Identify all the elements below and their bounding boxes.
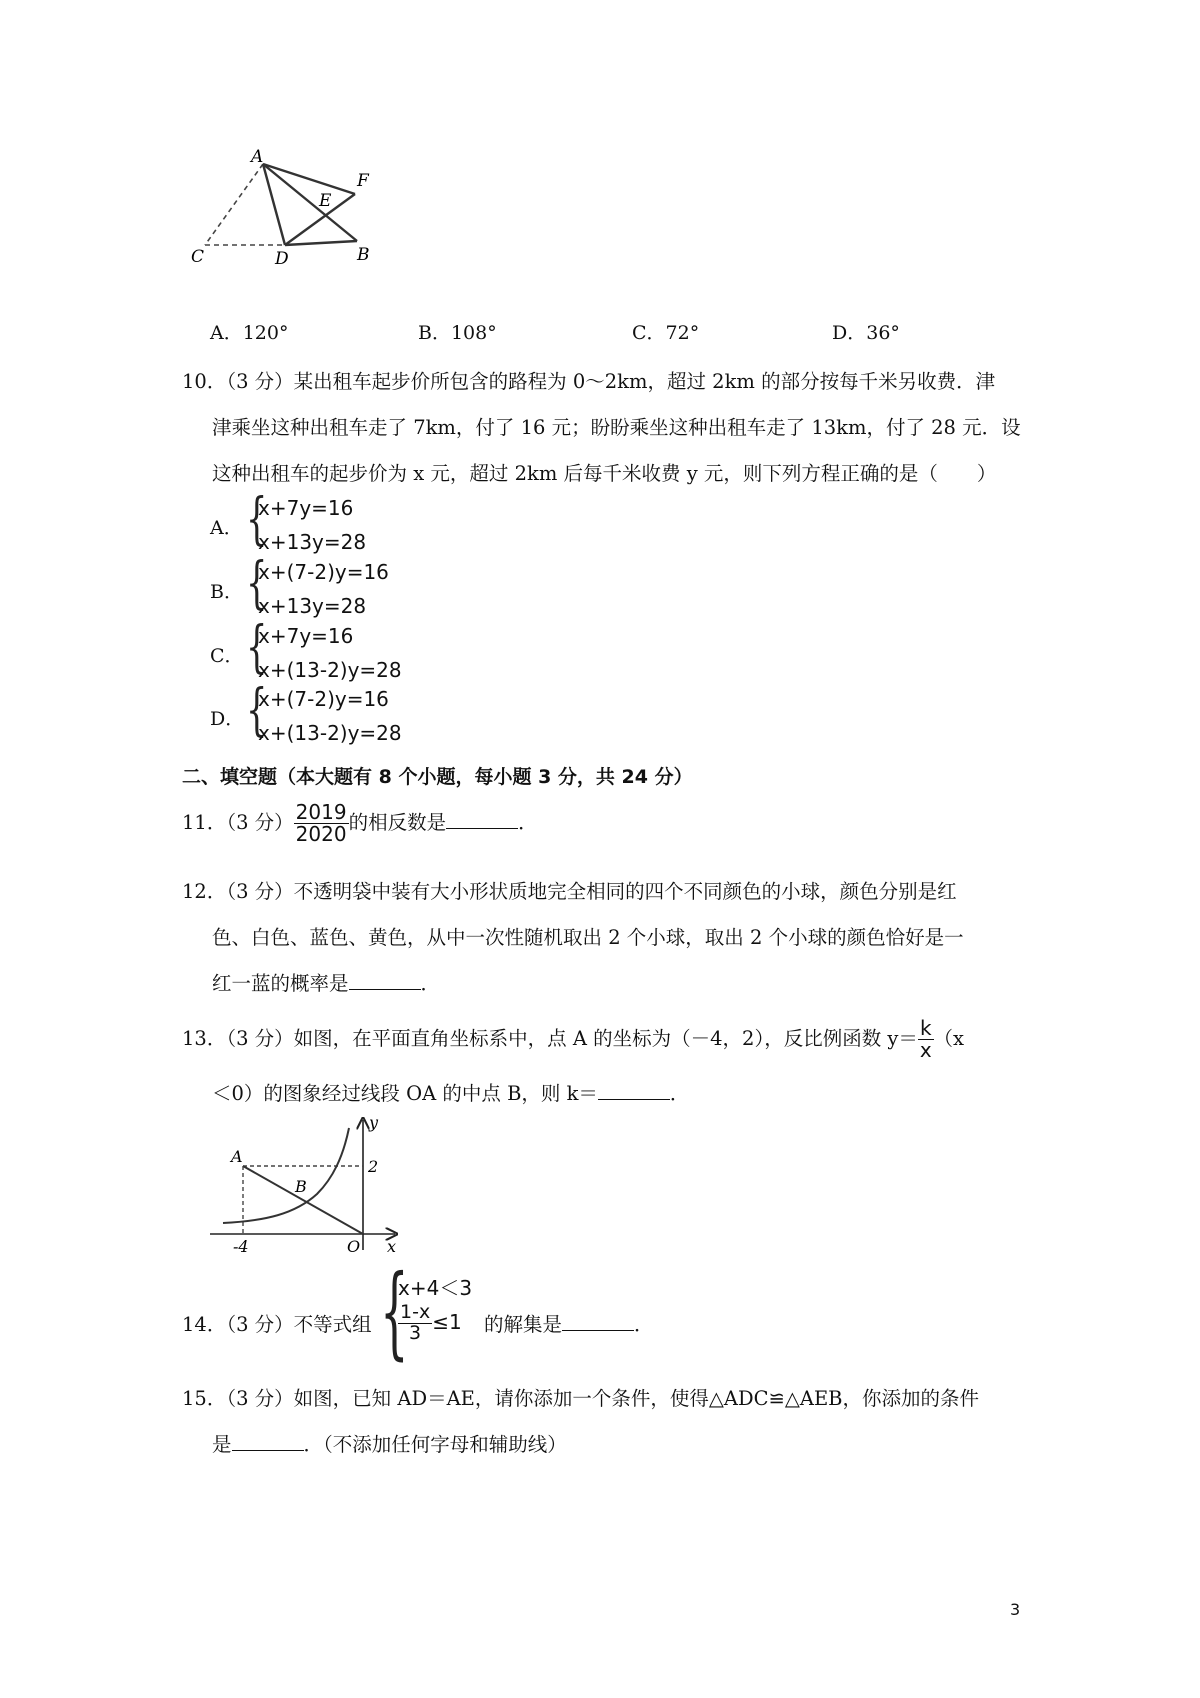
- label-y: y: [369, 1113, 379, 1132]
- q13-text: 13．（3 分）如图，在平面直角坐标系中，点 A 的坐标为（－4，2），反比例函数 y＝: [182, 1027, 918, 1050]
- equation-2: x+(13-2)y=28: [258, 658, 402, 682]
- q11-suffix: 的相反数是: [348, 811, 447, 834]
- q15-text-end: ．（不添加任何字母和辅助线）: [303, 1433, 567, 1456]
- tick-minus-4: -4: [233, 1237, 249, 1256]
- label-B: B: [295, 1177, 307, 1196]
- brace-icon: {: [246, 615, 268, 680]
- equation-2: x+13y=28: [258, 530, 367, 554]
- answer-blank[interactable]: [598, 1081, 670, 1100]
- q12-text: 红一蓝的概率是: [212, 972, 349, 995]
- label-A: A: [231, 1147, 243, 1166]
- brace-icon: {: [380, 1253, 409, 1370]
- q14-suffix: [484, 1309, 654, 1337]
- fraction: [294, 802, 349, 845]
- equation-1: x+(7-2)y=16: [258, 687, 389, 711]
- page-number: 3: [1010, 1600, 1021, 1619]
- q9-option-d: D．36°: [832, 322, 900, 344]
- denominator: 3: [409, 1321, 422, 1344]
- numerator: 2019: [295, 800, 347, 824]
- label-E: E: [319, 191, 332, 211]
- geometry-figure-q9: [185, 140, 395, 280]
- equation-2: x+(13-2)y=28: [258, 721, 402, 745]
- q13-text-end: （x: [933, 1027, 965, 1050]
- equation-1: x+7y=16: [258, 496, 354, 520]
- q14-text: 的解集是: [484, 1313, 563, 1336]
- period: ．: [669, 1082, 690, 1105]
- inequality-1: x+4＜3: [398, 1276, 473, 1300]
- brace-icon: {: [246, 487, 268, 552]
- q10-line-1: 10．（3 分）某出租车起步价所包含的路程为 0～2km，超过 2km 的部分按每千米另收费．津: [182, 370, 996, 393]
- denominator: x: [919, 1038, 932, 1062]
- q12-line-3: [212, 968, 440, 996]
- label-F: F: [357, 171, 369, 191]
- relation: ≤1: [432, 1309, 462, 1334]
- brace-icon: {: [246, 678, 268, 743]
- q11: [182, 802, 538, 845]
- tick-2: 2: [368, 1157, 379, 1176]
- fraction: [398, 1303, 432, 1344]
- brace-icon: {: [246, 551, 268, 616]
- q14-prefix: 14．（3 分）不等式组: [182, 1313, 372, 1336]
- answer-blank[interactable]: [349, 971, 421, 990]
- option-label: C．: [210, 645, 244, 667]
- label-A: A: [251, 147, 264, 167]
- q10-line-2: 津乘坐这种出租车走了 7km，付了 16 元；盼盼乘坐这种出租车走了 13km，付了 28 元．设: [212, 416, 1021, 439]
- period: ．: [634, 1313, 654, 1336]
- q15-line-2: [212, 1429, 567, 1457]
- q12-line-2: 色、白色、蓝色、黄色，从中一次性随机取出 2 个小球，取出 2 个小球的颜色恰好是一: [212, 926, 964, 949]
- label-x: x: [387, 1237, 397, 1256]
- coordinate-figure-q13: [205, 1112, 405, 1257]
- inequality-2: [398, 1303, 462, 1344]
- denominator: 2020: [295, 822, 347, 846]
- numerator: 1-x: [400, 1301, 431, 1323]
- equation-1: x+(7-2)y=16: [258, 560, 389, 584]
- option-label: D．: [210, 708, 245, 730]
- q12-line-1: 12．（3 分）不透明袋中装有大小形状质地完全相同的四个不同颜色的小球，颜色分别是红: [182, 880, 957, 903]
- period: ．: [420, 972, 441, 995]
- label-D: D: [275, 249, 289, 269]
- label-B: B: [357, 245, 370, 265]
- period: ．: [518, 811, 538, 834]
- option-label: A．: [210, 517, 243, 539]
- answer-blank[interactable]: [232, 1432, 304, 1451]
- section-heading: 二、填空题（本大题有 8 个小题，每小题 3 分，共 24 分）: [182, 766, 693, 788]
- q15-line-1: 15．（3 分）如图，已知 AD＝AE，请你添加一个条件，使得△ADC≌△AEB，你添加的条件: [182, 1387, 980, 1410]
- q9-option-b: B．108°: [418, 322, 497, 344]
- q10-line-3: 这种出租车的起步价为 x 元，超过 2km 后每千米收费 y 元，则下列方程正确的是（ ）: [212, 462, 997, 485]
- equation-2: x+13y=28: [258, 594, 367, 618]
- label-C: C: [191, 247, 205, 267]
- fraction-k-over-x: [918, 1018, 934, 1061]
- q15-text: 是: [212, 1433, 232, 1456]
- q11-prefix: 11．（3 分）: [182, 811, 294, 834]
- q13-text: ＜0）的图象经过线段 OA 的中点 B，则 k＝: [212, 1082, 598, 1105]
- q13-line-1: [182, 1018, 964, 1061]
- equation-1: x+7y=16: [258, 624, 354, 648]
- q9-option-c: C．72°: [632, 322, 700, 344]
- q9-option-a: A．120°: [210, 322, 289, 344]
- option-label: B．: [210, 581, 243, 603]
- answer-blank[interactable]: [446, 810, 518, 829]
- answer-blank[interactable]: [562, 1312, 634, 1331]
- q13-line-2: [212, 1078, 689, 1106]
- numerator: k: [919, 1016, 932, 1040]
- label-O: O: [347, 1237, 361, 1256]
